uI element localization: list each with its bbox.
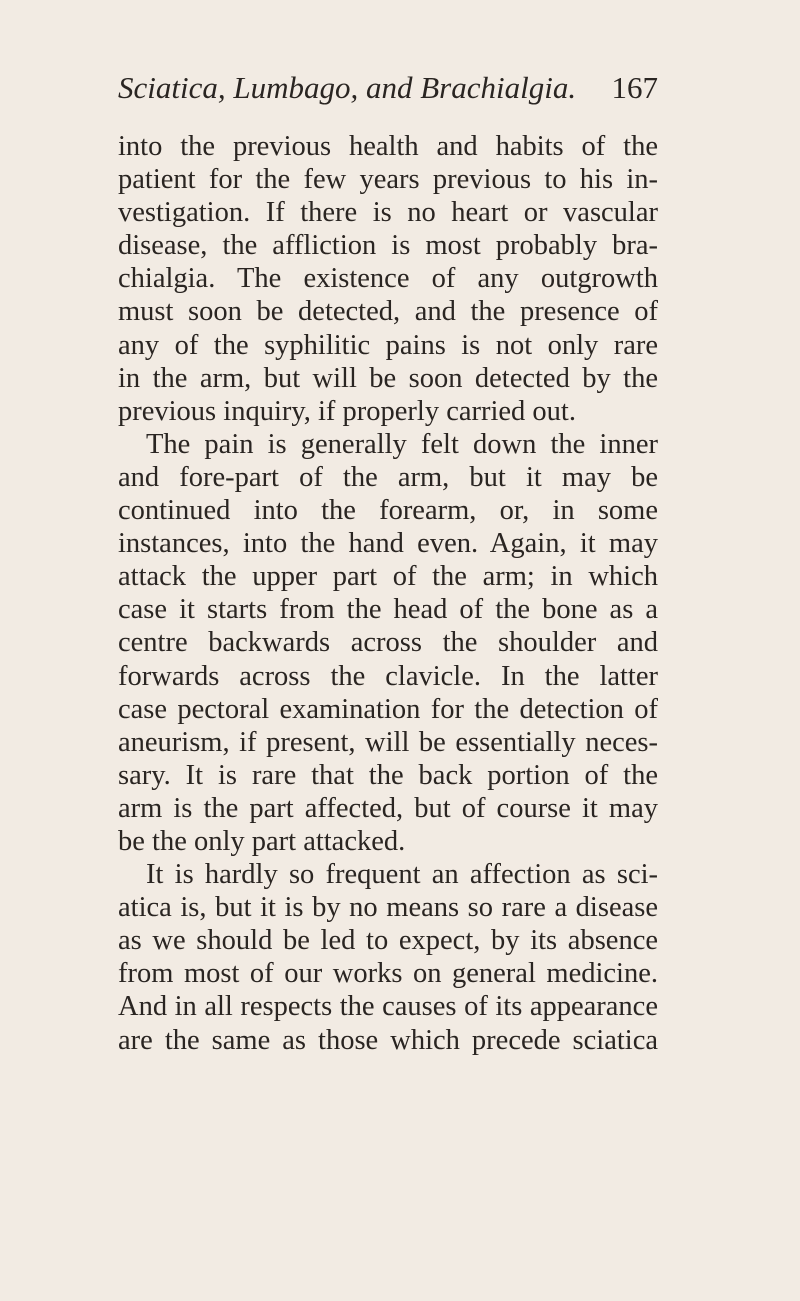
text-line: case it starts from the head of the bone as a (118, 594, 658, 626)
text-line: chialgia. The existence of any outgrowth (118, 263, 658, 295)
text-line: case pectoral examination for the detection of (118, 693, 658, 725)
text-line: as we should be led to expect, by its absence (118, 925, 658, 957)
text-line: and fore-part of the arm, but it may be (118, 461, 658, 493)
body-text (118, 130, 658, 1057)
text-line: previous inquiry, if properly carried out. (118, 395, 576, 427)
text-line: any of the syphilitic pains is not only rare (118, 329, 658, 361)
text-line: arm is the part affected, but of course it may (118, 792, 658, 824)
text-line: continued into the forearm, or, in some (118, 495, 658, 527)
text-line: into the previous health and habits of the (118, 131, 658, 162)
text-line: be the only part attacked. (118, 825, 406, 857)
text-line: The pain is generally felt down the inner (146, 428, 658, 460)
text-line: It is hardly so frequent an affection as sci- (146, 859, 658, 891)
running-head (118, 68, 658, 108)
text-line: patient for the few years previous to his in- (118, 164, 658, 196)
text-line: vestigation. If there is no heart or vascular (118, 197, 658, 229)
running-title: Sciatica, Lumbago, and Brachialgia. (118, 70, 577, 105)
text-line: sary. It is rare that the back portion of the (118, 759, 658, 791)
text-line: are the same as those which precede sciatica (118, 1024, 658, 1056)
text-line: must soon be detected, and the presence of (118, 296, 658, 328)
text-line: in the arm, but will be soon detected by the (118, 362, 658, 394)
text-line: disease, the affliction is most probably bra- (118, 230, 658, 262)
text-line: centre backwards across the shoulder and (118, 627, 658, 659)
text-line: from most of our works on general medicine. (118, 958, 658, 990)
text-line: And in all respects the causes of its appearance (118, 991, 658, 1023)
text-line: attack the upper part of the arm; in which (118, 561, 658, 593)
text-line: aneurism, if present, will be essentially neces- (118, 726, 658, 758)
text-line: atica is, but it is by no means so rare a disease (118, 892, 658, 924)
text-line: forwards across the clavicle. In the latter (118, 660, 658, 692)
page-number: 167 (611, 70, 658, 105)
text-line: instances, into the hand even. Again, it may (118, 528, 658, 560)
